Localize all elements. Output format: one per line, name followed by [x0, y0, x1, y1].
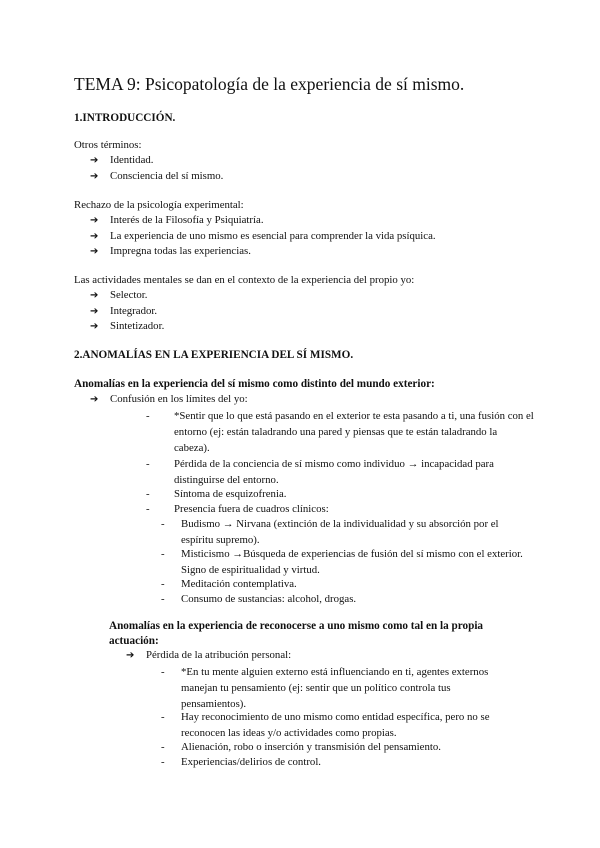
subsection-heading-propia-actuacion: Anomalías en la experiencia de reconocerse a uno mismo como tal en la propia actuación: — [109, 620, 484, 647]
nested-dash-list-item: - Misticismo →Búsqueda de experiencias de fusión del sí mismo con el exterior. Signo de espiritualidad y virtud. — [161, 548, 523, 576]
document-title: TEMA 9: Psicopatología de la experiencia de sí mismo. — [74, 74, 465, 94]
actividades-label: Las actividades mentales se dan en el contexto de la experiencia del propio yo: — [74, 274, 415, 286]
arrow-icon: ➔ — [90, 215, 99, 226]
dash-list-item: - Pérdida de la conciencia de sí mismo como individuo → incapacidad para distinguirse del entorno. — [146, 458, 494, 486]
arrow-icon: ➔ — [90, 321, 99, 332]
arrow-list-item: ➔ Interés de la Filosofía y Psiquiatría. — [90, 214, 264, 226]
subsection-heading-mundo-exterior: Anomalías en la experiencia del sí mismo como distinto del mundo exterior: — [74, 378, 435, 390]
arrow-icon: ➔ — [90, 394, 99, 405]
arrow-list-item: ➔ Pérdida de la atribución personal: — [126, 649, 292, 661]
otros-terminos-label: Otros términos: — [74, 139, 142, 151]
dash-bullet: - — [161, 593, 165, 605]
arrow-list-item: ➔ Sintetizador. — [90, 320, 165, 332]
nested-dash-list-item: - Budismo → Nirvana (extinción de la individualidad y su absorción por el espíritu supremo). — [161, 518, 499, 546]
dash-bullet: - — [146, 458, 150, 470]
dash-list-item: - Experiencias/delirios de control. — [161, 756, 322, 768]
nested-dash-list-item: - Consumo de sustancias: alcohol, drogas. — [161, 593, 357, 605]
arrow-icon: ➔ — [90, 246, 99, 257]
dash-bullet: - — [161, 548, 165, 560]
section-heading-introduccion: 1.INTRODUCCIÓN. — [74, 112, 176, 124]
dash-list-item: - Alienación, robo o inserción y transmisión del pensamiento. — [161, 741, 441, 753]
arrow-icon: ➔ — [90, 155, 99, 166]
section-heading-anomalias: 2.ANOMALÍAS EN LA EXPERIENCIA DEL SÍ MISMO. — [74, 349, 354, 361]
arrow-icon: ➔ — [90, 290, 99, 301]
arrow-list-item: ➔ Integrador. — [90, 305, 158, 317]
nested-dash-list-item: - Meditación contemplativa. — [161, 578, 297, 590]
dash-bullet: - — [146, 503, 150, 515]
rechazo-label: Rechazo de la psicología experimental: — [74, 199, 244, 211]
dash-bullet: - — [161, 578, 165, 590]
arrow-icon: ➔ — [90, 171, 99, 182]
dash-bullet: - — [161, 711, 165, 723]
arrow-list-item: ➔ Selector. — [90, 289, 148, 301]
arrow-icon: ➔ — [126, 650, 135, 661]
dash-list-item: - Presencia fuera de cuadros clínicos: — [146, 503, 329, 515]
arrow-list-item: ➔ Confusión en los límites del yo: — [90, 393, 248, 405]
dash-list-item: - Hay reconocimiento de uno mismo como entidad específica, pero no se reconocen las ideas y/o actividades como propias. — [161, 711, 490, 739]
arrow-list-item: ➔ Identidad. — [90, 154, 154, 166]
arrow-icon: ➔ — [90, 231, 99, 242]
dash-bullet: - — [161, 756, 165, 768]
dash-bullet: - — [161, 741, 165, 753]
dash-bullet: - — [146, 488, 150, 500]
dash-list-item: - *Sentir que lo que está pasando en el exterior te esta pasando a ti, una fusión con el entorno (ej: están taladrando una pared y piensas que te están taladrando la cabeza). — [146, 410, 534, 454]
dash-bullet: - — [161, 518, 165, 530]
dash-list-item: - *En tu mente alguien externo está influenciando en ti, agentes externos manejan tu pensamiento (ej: sentir que un político controla tus pensamientos). — [161, 666, 489, 710]
dash-list-item: - Síntoma de esquizofrenia. — [146, 488, 287, 500]
dash-bullet: - — [161, 666, 165, 678]
arrow-list-item: ➔ La experiencia de uno mismo es esencial para comprender la vida psíquica. — [90, 230, 436, 242]
arrow-icon: ➔ — [90, 306, 99, 317]
arrow-list-item: ➔ Impregna todas las experiencias. — [90, 245, 251, 257]
arrow-list-item: ➔ Consciencia del sí mismo. — [90, 170, 224, 182]
dash-bullet: - — [146, 410, 150, 422]
